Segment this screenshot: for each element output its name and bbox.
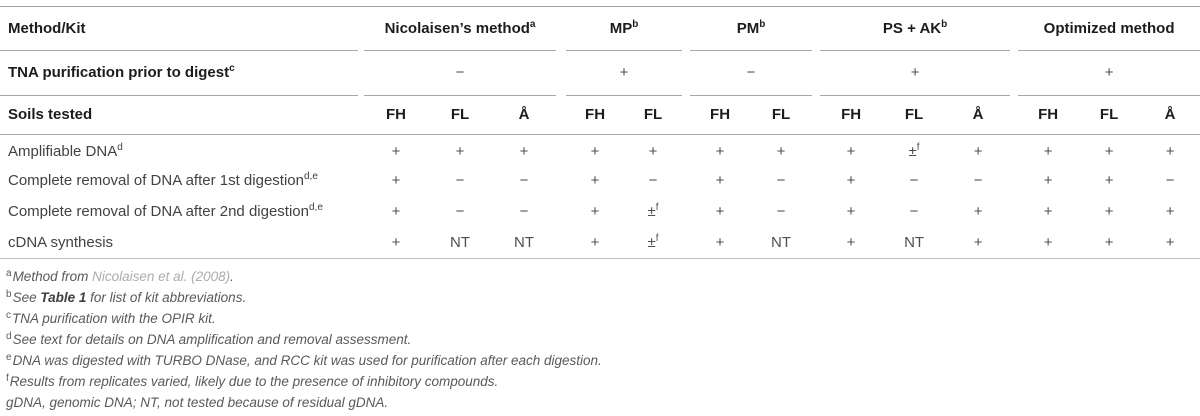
table-1-reference[interactable]: Table 1 — [40, 290, 87, 305]
spacer — [556, 165, 566, 196]
header-method-kit: Method/Kit — [0, 7, 358, 50]
footnote-marker: a — [6, 267, 12, 279]
footnote-b — [6, 287, 1200, 308]
table-cell: + — [590, 142, 600, 160]
column-group-header-mp: $MP^b$ — [566, 7, 682, 50]
table-cell: − — [519, 172, 529, 189]
table-cell: − — [776, 203, 786, 220]
table-cell: + — [973, 234, 983, 251]
soil-header: FH — [820, 95, 882, 134]
table-header-row — [0, 7, 1200, 50]
table-cell: + — [846, 234, 856, 251]
spacer — [812, 165, 820, 196]
methods-comparison-table-wrapper — [0, 6, 1200, 259]
column-group-header-pm: $PM^b$ — [690, 7, 812, 50]
table-cell: − — [690, 50, 812, 95]
footnote-text: Method from — [12, 269, 93, 284]
table-cell: + — [590, 203, 600, 220]
table-cell: ±$^f$ — [908, 141, 920, 160]
footnotes-section — [0, 259, 1200, 413]
spacer — [1010, 95, 1018, 134]
table-cell: + — [391, 172, 401, 189]
table-cell: + — [846, 203, 856, 220]
column-group-header-nicolaisen: Nicolaisen’s method$^a$ — [364, 7, 556, 50]
citation-link-nicolaisen-2008[interactable]: Nicolaisen et al. (2008) — [92, 269, 231, 284]
table-cell: + — [1165, 234, 1175, 251]
spacer — [1010, 7, 1018, 50]
spacer — [556, 7, 566, 50]
table-cell: NT — [450, 234, 470, 251]
table-cell: + — [566, 50, 682, 95]
table-cell: + — [590, 172, 600, 189]
table-cell: + — [391, 142, 401, 160]
table-cell: ±$^f$ — [647, 202, 659, 220]
table-cell: − — [776, 172, 786, 189]
soil-header: FL — [1078, 95, 1140, 134]
table-cell: − — [909, 203, 919, 220]
table-cell: − — [455, 172, 465, 189]
spacer — [812, 227, 820, 258]
footnote-text: See — [12, 290, 41, 305]
table-cell: + — [648, 142, 658, 160]
footnote-a — [6, 266, 1200, 287]
spacer — [1010, 165, 1018, 196]
row-label: Complete removal of DNA after 2nd digestion$^{d,e}$ — [8, 202, 323, 220]
soil-header: Å — [492, 95, 556, 134]
spacer — [1010, 227, 1018, 258]
table-cell: + — [846, 172, 856, 189]
spacer — [556, 50, 566, 95]
table-cell: + — [846, 142, 856, 160]
table-cell: + — [455, 142, 465, 160]
spacer — [682, 50, 690, 95]
spacer — [682, 196, 690, 227]
spacer — [556, 196, 566, 227]
tna-purification-row — [0, 50, 1200, 95]
soil-header: FL — [750, 95, 812, 134]
footnote-d — [6, 329, 1200, 350]
table-cell: + — [1043, 234, 1053, 251]
table-cell: + — [1043, 203, 1053, 220]
column-group-header-optimized: Optimized method — [1018, 7, 1200, 50]
spacer — [556, 95, 566, 134]
table-cell: + — [715, 172, 725, 189]
soil-header: FH — [566, 95, 624, 134]
spacer — [812, 50, 820, 95]
spacer — [812, 196, 820, 227]
table-cell: + — [973, 203, 983, 220]
footnote-f — [6, 371, 1200, 392]
footnote-marker: e — [6, 351, 12, 363]
table-cell: NT — [514, 234, 535, 251]
spacer — [1010, 134, 1018, 165]
table-row-cdna-synthesis — [0, 227, 1200, 258]
table-cell: − — [455, 203, 465, 220]
table-cell: + — [391, 203, 401, 220]
soil-header: FL — [882, 95, 946, 134]
table-row-removal-2nd-digestion — [0, 196, 1200, 227]
row-label: Amplifiable DNA$^d$ — [8, 141, 123, 160]
table-cell: − — [648, 172, 658, 189]
soil-header: FL — [428, 95, 492, 134]
table-cell: + — [1043, 172, 1053, 189]
row-label: Complete removal of DNA after 1st digestion$^{d,e}$ — [8, 171, 318, 189]
spacer — [1010, 50, 1018, 95]
table-cell: + — [1165, 203, 1175, 220]
table-cell: − — [519, 203, 529, 220]
spacer — [682, 7, 690, 50]
spacer — [812, 95, 820, 134]
soils-tested-row — [0, 95, 1200, 134]
table-row-amplifiable-dna — [0, 134, 1200, 165]
spacer — [556, 134, 566, 165]
table-cell: + — [1018, 50, 1200, 95]
table-cell: + — [1104, 203, 1114, 220]
table-cell: + — [820, 50, 1010, 95]
table-cell: + — [519, 142, 529, 160]
row-label: cDNA synthesis — [8, 234, 114, 251]
footnote-marker: b — [6, 288, 12, 300]
spacer — [812, 134, 820, 165]
spacer — [1010, 196, 1018, 227]
table-cell: + — [1165, 142, 1175, 160]
table-cell: + — [715, 203, 725, 220]
footnote-text: DNA was digested with TURBO DNase, and RCC kit was used for purification after each digestion. — [12, 353, 602, 368]
table-cell: + — [1104, 142, 1114, 160]
spacer — [556, 227, 566, 258]
column-group-header-ps-ak: PS + $AK^b$ — [820, 7, 1010, 50]
soil-header: FH — [364, 95, 428, 134]
table-cell: + — [1104, 172, 1114, 189]
table-cell: + — [1104, 234, 1114, 251]
footnote-text: for list of kit abbreviations. — [86, 290, 247, 305]
table-cell: ±$^f$ — [647, 233, 659, 251]
table-cell: − — [364, 50, 556, 95]
soil-header: Å — [1140, 95, 1200, 134]
spacer — [812, 7, 820, 50]
table-cell: − — [909, 172, 919, 189]
footnote-marker: d — [6, 330, 12, 342]
table-cell: − — [1165, 172, 1175, 189]
spacer — [682, 95, 690, 134]
table-cell: NT — [904, 234, 925, 251]
footnote-c — [6, 308, 1200, 329]
table-cell: + — [715, 142, 725, 160]
table-cell: + — [391, 234, 401, 251]
footnote-text: gDNA, genomic DNA; NT, not tested because of residual gDNA. — [6, 395, 389, 410]
table-cell: + — [590, 234, 600, 251]
soil-header: FH — [690, 95, 750, 134]
footnote-text: Results from replicates varied, likely due to the presence of inhibitory compounds. — [9, 374, 499, 389]
soil-header: Å — [946, 95, 1010, 134]
footnote-marker: c — [6, 309, 11, 321]
table-cell: NT — [771, 234, 792, 251]
spacer — [682, 165, 690, 196]
methods-comparison-table — [0, 7, 1200, 258]
footnote-abbreviations — [6, 392, 1200, 413]
table-cell: + — [1043, 142, 1053, 160]
soil-header: FH — [1018, 95, 1078, 134]
spacer — [682, 134, 690, 165]
footnote-text: See text for details on DNA amplification and removal assessment. — [12, 332, 412, 347]
footnote-e — [6, 350, 1200, 371]
table-cell: + — [776, 142, 786, 160]
table-cell: + — [715, 234, 725, 251]
spacer — [682, 227, 690, 258]
table-row-removal-1st-digestion — [0, 165, 1200, 196]
footnote-marker: f — [6, 372, 9, 384]
footnote-text: TNA purification with the OPIR kit. — [12, 311, 216, 326]
row-label-soils-tested: Soils tested — [0, 95, 358, 134]
footnote-text: . — [230, 269, 234, 284]
table-cell: + — [973, 142, 983, 160]
row-label-tna-purification: TNA purification prior to digest$^c$ — [0, 50, 358, 95]
table-cell: − — [973, 172, 983, 189]
soil-header: FL — [624, 95, 682, 134]
